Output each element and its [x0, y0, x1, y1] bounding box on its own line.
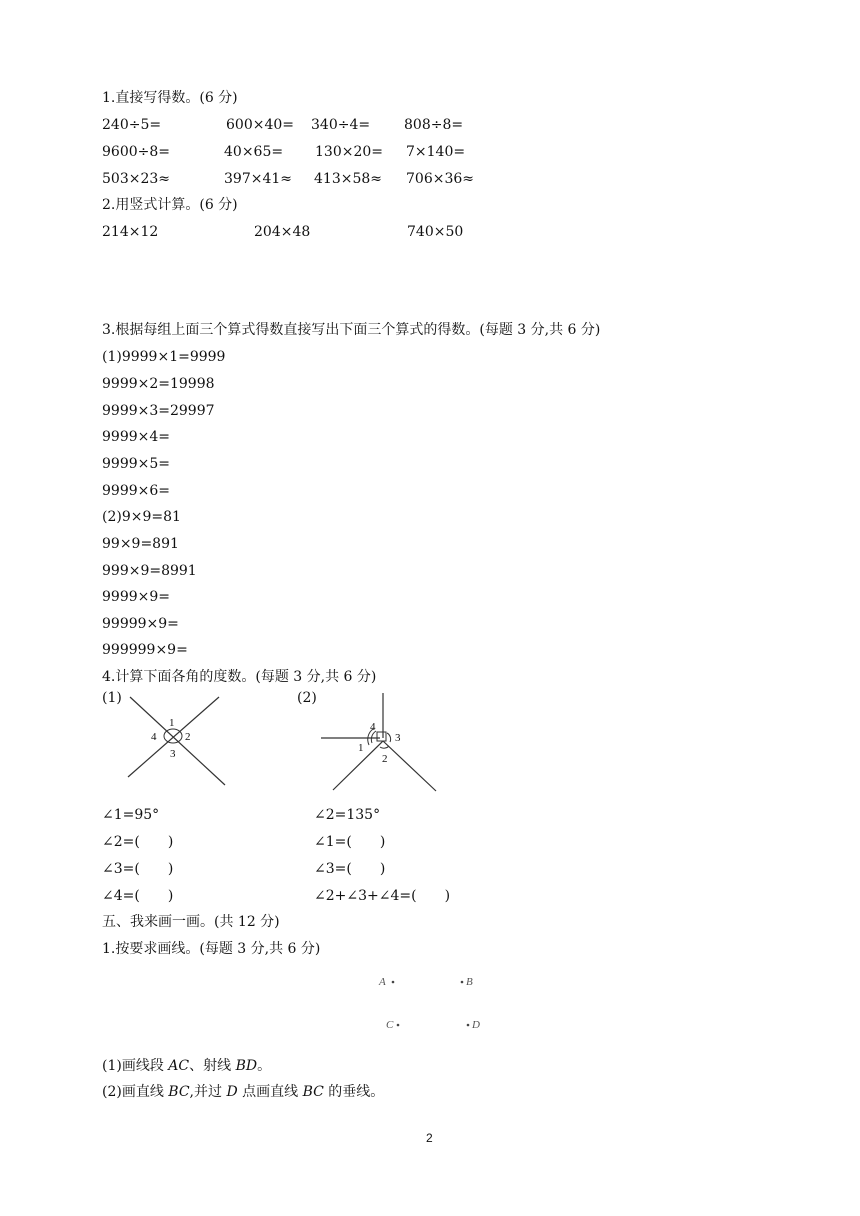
q1-r3-c1: 503×23≈ — [102, 171, 170, 187]
q3-line-5: 9999×5= — [102, 456, 170, 472]
section5-task-1 — [102, 1057, 271, 1075]
section5-q1-heading: 1.按要求画线。(每题 3 分,共 6 分) — [102, 941, 321, 957]
q4-left-answer-2: ∠2=( ) — [102, 834, 174, 850]
q1-r2-c2: 40×65= — [224, 144, 284, 160]
task2-text-d: 的垂线。 — [323, 1084, 385, 1100]
fig2-angle-label-4: 4 — [370, 721, 376, 733]
q1-r1-c3: 340÷4= — [311, 117, 371, 133]
task2-point-d: D — [226, 1084, 238, 1100]
q4-fig2-label: (2) — [297, 690, 317, 706]
section5-heading: 五、我来画一画。(共 12 分) — [102, 914, 280, 930]
q1-r1-c4: 808÷8= — [404, 117, 464, 133]
point-d-label: D — [472, 1019, 480, 1031]
task1-ray-bd: BD — [235, 1058, 258, 1074]
task2-text-b: ,并过 — [189, 1084, 227, 1100]
task2-line-bc: BC — [168, 1084, 190, 1100]
task2-text-a: (2)画直线 — [102, 1084, 169, 1100]
point-b-dot — [461, 981, 464, 984]
q3-heading: 3.根据每组上面三个算式得数直接写出下面三个算式的得数。(每题 3 分,共 6 分) — [102, 322, 601, 338]
q3-line-3: 9999×3=29997 — [102, 403, 215, 419]
task1-text-b: 、射线 — [189, 1058, 236, 1074]
q1-r1-c1: 240÷5= — [102, 117, 162, 133]
fig2-angle-label-3: 3 — [395, 732, 401, 744]
q3-line-1: (1)9999×1=9999 — [102, 349, 226, 365]
task1-text-c: 。 — [257, 1058, 272, 1074]
point-d-dot — [467, 1024, 470, 1027]
q4-right-answer-4: ∠2+∠3+∠4=( ) — [314, 888, 451, 904]
task1-text-a: (1)画线段 — [102, 1058, 169, 1074]
q1-r2-c4: 7×140= — [406, 144, 466, 160]
fig1-angle-label-3: 3 — [170, 748, 176, 760]
q4-right-answer-3: ∠3=( ) — [314, 861, 386, 877]
q3-line-11: 99999×9= — [102, 616, 179, 632]
q4-right-answer-1: ∠2=135° — [314, 807, 381, 823]
page-number: 2 — [426, 1131, 433, 1145]
point-a-label: A — [379, 976, 386, 988]
fig2-angle-label-1: 1 — [358, 742, 364, 754]
q4-left-answer-1: ∠1=95° — [102, 807, 160, 823]
q1-r3-c4: 706×36≈ — [406, 171, 474, 187]
q3-line-6: 9999×6= — [102, 483, 170, 499]
q4-left-answer-3: ∠3=( ) — [102, 861, 174, 877]
point-b-label: B — [466, 976, 473, 988]
fig2-lines — [321, 693, 436, 791]
q1-r2-c3: 130×20= — [315, 144, 383, 160]
q3-line-4: 9999×4= — [102, 429, 170, 445]
fig2-angle-label-2: 2 — [382, 753, 388, 765]
q4-heading: 4.计算下面各角的度数。(每题 3 分,共 6 分) — [102, 669, 377, 685]
fig1-angle-label-1: 1 — [169, 717, 175, 729]
task2-text-c: 点画直线 — [237, 1084, 303, 1100]
q1-r3-c2: 397×41≈ — [224, 171, 292, 187]
q1-heading: 1.直接写得数。(6 分) — [102, 90, 238, 106]
point-c-label: C — [386, 1019, 394, 1031]
task1-seg-ac: AC — [168, 1058, 190, 1074]
q2-item-2: 204×48 — [254, 224, 311, 240]
q4-left-answer-4: ∠4=( ) — [102, 888, 174, 904]
q3-line-8: 99×9=891 — [102, 536, 179, 552]
q3-line-9: 999×9=8991 — [102, 563, 197, 579]
q4-right-answer-2: ∠1=( ) — [314, 834, 386, 850]
q1-r1-c2: 600×40= — [226, 117, 294, 133]
point-a-dot — [392, 981, 395, 984]
q2-item-1: 214×12 — [102, 224, 159, 240]
q3-line-2: 9999×2=19998 — [102, 376, 215, 392]
q4-fig1-label: (1) — [102, 690, 122, 706]
q2-heading: 2.用竖式计算。(6 分) — [102, 197, 238, 213]
q3-line-7: (2)9×9=81 — [102, 509, 181, 525]
fig1-lines — [128, 697, 225, 785]
q3-line-12: 999999×9= — [102, 642, 188, 658]
fig1-angle-label-4: 4 — [151, 731, 157, 743]
point-c-dot — [397, 1024, 400, 1027]
q2-item-3: 740×50 — [407, 224, 464, 240]
q1-r3-c3: 413×58≈ — [314, 171, 382, 187]
task2-line-bc-2: BC — [302, 1084, 324, 1100]
q3-line-10: 9999×9= — [102, 589, 170, 605]
fig1-angle-label-2: 2 — [185, 731, 191, 743]
q1-r2-c1: 9600÷8= — [102, 144, 170, 160]
section5-task-2 — [102, 1083, 384, 1101]
